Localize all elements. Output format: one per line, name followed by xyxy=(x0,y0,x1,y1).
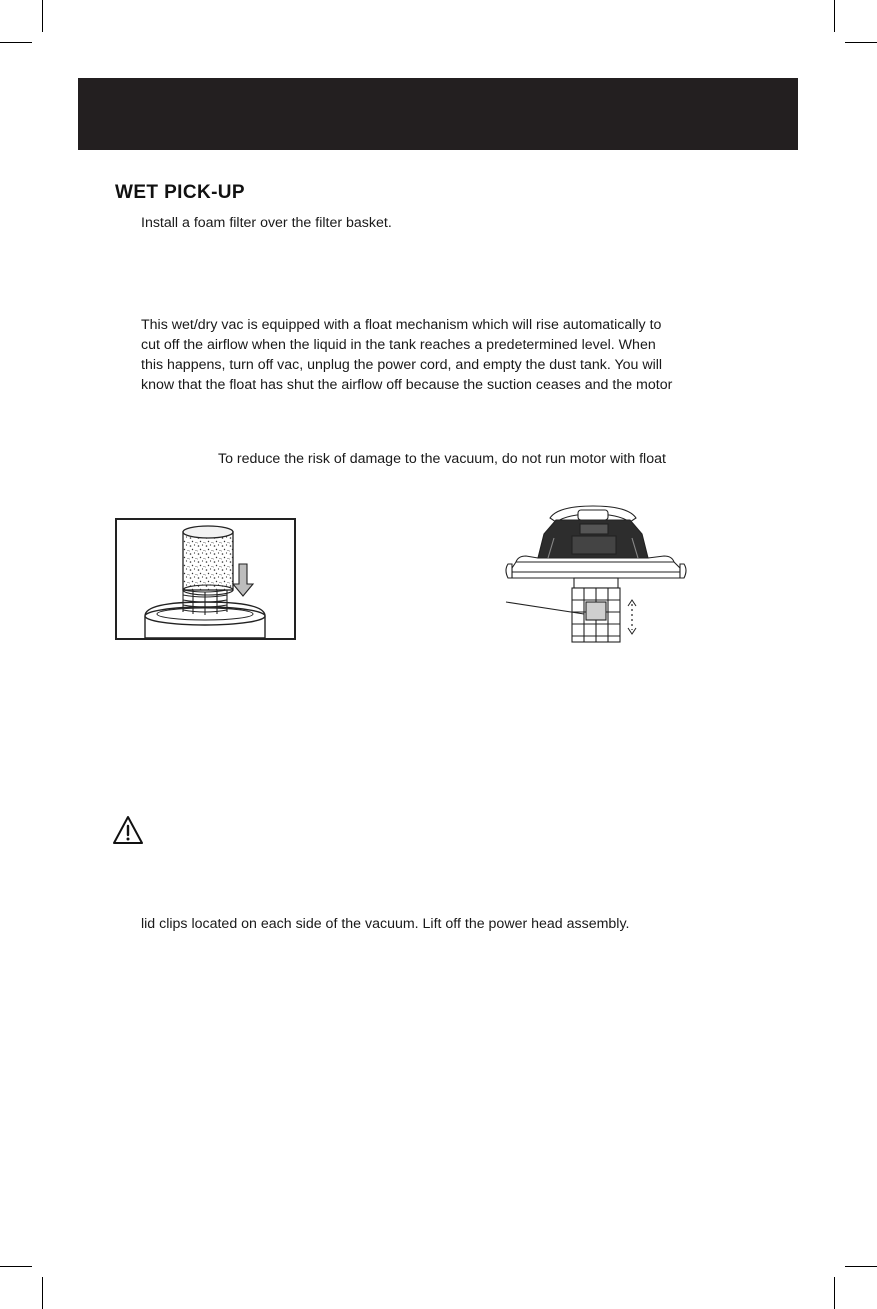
power-head-drawing xyxy=(498,498,692,650)
crop-mark xyxy=(42,1277,43,1309)
foam-filter-drawing xyxy=(117,520,294,638)
float-paragraph-line-4: know that the float has shut the airflow off because the suction ceases and the motor xyxy=(141,377,673,393)
section-title: WET PICK-UP xyxy=(115,182,246,203)
crop-mark xyxy=(834,0,835,32)
crop-mark xyxy=(0,1266,32,1267)
float-paragraph-line-2: cut off the airflow when the liquid in the tank reaches a predetermined level. When xyxy=(141,337,656,353)
power-head-float-illustration xyxy=(498,498,692,650)
crop-mark xyxy=(834,1277,835,1309)
crop-mark xyxy=(845,1266,877,1267)
crop-mark xyxy=(42,0,43,32)
install-foam-filter-text: Install a foam filter over the filter basket. xyxy=(141,215,392,231)
crop-mark xyxy=(0,42,32,43)
header-bar xyxy=(78,78,798,150)
float-paragraph-line-1: This wet/dry vac is equipped with a float mechanism which will rise automatically to xyxy=(141,317,662,333)
float-paragraph-line-3: this happens, turn off vac, unplug the power cord, and empty the dust tank. You will xyxy=(141,357,663,373)
warning-triangle-icon xyxy=(112,815,144,845)
caution-text: To reduce the risk of damage to the vacuum, do not run motor with float xyxy=(218,451,666,467)
lid-clips-text: lid clips located on each side of the vacuum. Lift off the power head assembly. xyxy=(141,916,630,932)
crop-mark xyxy=(845,42,877,43)
foam-filter-illustration xyxy=(115,518,296,640)
